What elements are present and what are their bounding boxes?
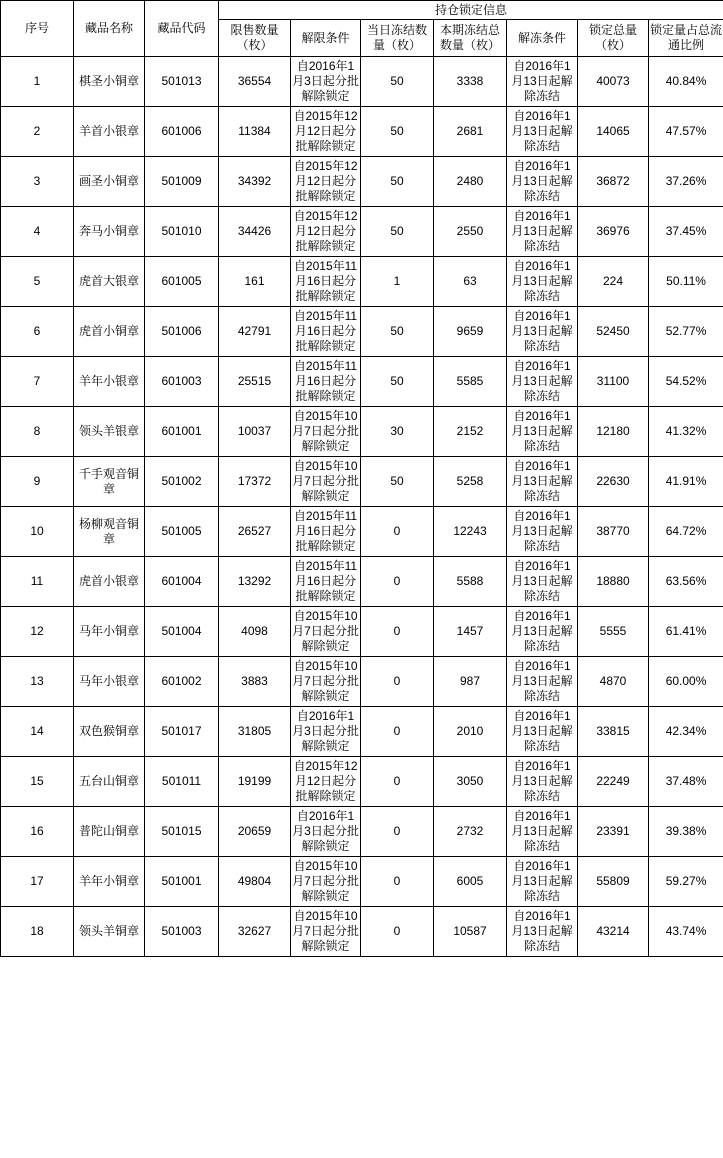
cell-unfreeze-condition: 自2016年1月13日起解除冻结 <box>507 557 578 607</box>
header-cell-limit-qty: 限售数量（枚） <box>219 20 291 57</box>
cell-index: 16 <box>1 807 74 857</box>
header-group-row <box>1 1 723 20</box>
cell-limit-qty: 13292 <box>219 557 291 607</box>
cell-unfreeze-condition: 自2016年1月13日起解除冻结 <box>507 807 578 857</box>
cell-index: 10 <box>1 507 74 557</box>
cell-unfreeze-condition: 自2016年1月13日起解除冻结 <box>507 607 578 657</box>
cell-name: 虎首小银章 <box>74 557 145 607</box>
cell-period-frozen-total: 2152 <box>434 407 507 457</box>
cell-code: 601003 <box>145 357 219 407</box>
cell-unlock-condition: 自2016年1月3日起分批解除锁定 <box>291 807 361 857</box>
cell-unfreeze-condition: 自2016年1月13日起解除冻结 <box>507 157 578 207</box>
table-row <box>1 207 723 257</box>
cell-name: 杨柳观音铜章 <box>74 507 145 557</box>
cell-period-frozen-total: 2732 <box>434 807 507 857</box>
cell-unlock-condition: 自2016年1月3日起分批解除锁定 <box>291 707 361 757</box>
cell-code: 501001 <box>145 857 219 907</box>
cell-unlock-condition: 自2015年12月12日起分批解除锁定 <box>291 157 361 207</box>
cell-index: 2 <box>1 107 74 157</box>
cell-period-frozen-total: 987 <box>434 657 507 707</box>
cell-code: 501006 <box>145 307 219 357</box>
cell-code: 601005 <box>145 257 219 307</box>
cell-unfreeze-condition: 自2016年1月13日起解除冻结 <box>507 757 578 807</box>
table-row <box>1 57 723 107</box>
cell-lock-ratio: 50.11% <box>649 257 723 307</box>
cell-code: 501017 <box>145 707 219 757</box>
cell-unfreeze-condition: 自2016年1月13日起解除冻结 <box>507 307 578 357</box>
cell-lock-ratio: 52.77% <box>649 307 723 357</box>
cell-lock-total: 4870 <box>578 657 649 707</box>
cell-limit-qty: 34392 <box>219 157 291 207</box>
cell-name: 五台山铜章 <box>74 757 145 807</box>
cell-lock-ratio: 42.34% <box>649 707 723 757</box>
cell-name: 马年小银章 <box>74 657 145 707</box>
header-cell-daily-frozen-qty: 当日冻结数量（枚） <box>361 20 434 57</box>
cell-lock-total: 36872 <box>578 157 649 207</box>
cell-code: 501003 <box>145 907 219 957</box>
cell-unlock-condition: 自2015年11月16日起分批解除锁定 <box>291 307 361 357</box>
cell-limit-qty: 4098 <box>219 607 291 657</box>
cell-period-frozen-total: 2010 <box>434 707 507 757</box>
cell-code: 501013 <box>145 57 219 107</box>
cell-daily-frozen-qty: 0 <box>361 907 434 957</box>
cell-index: 12 <box>1 607 74 657</box>
cell-unlock-condition: 自2015年11月16日起分批解除锁定 <box>291 357 361 407</box>
cell-lock-ratio: 39.38% <box>649 807 723 857</box>
cell-code: 501015 <box>145 807 219 857</box>
table-row <box>1 407 723 457</box>
cell-daily-frozen-qty: 0 <box>361 607 434 657</box>
cell-index: 11 <box>1 557 74 607</box>
cell-lock-ratio: 43.74% <box>649 907 723 957</box>
cell-unlock-condition: 自2015年11月16日起分批解除锁定 <box>291 557 361 607</box>
table-row <box>1 907 723 957</box>
cell-daily-frozen-qty: 0 <box>361 807 434 857</box>
cell-limit-qty: 49804 <box>219 857 291 907</box>
cell-index: 5 <box>1 257 74 307</box>
cell-lock-total: 22630 <box>578 457 649 507</box>
cell-unlock-condition: 自2015年10月7日起分批解除锁定 <box>291 407 361 457</box>
cell-name: 羊年小铜章 <box>74 857 145 907</box>
header-cell-unfreeze-condition: 解冻条件 <box>507 20 578 57</box>
cell-lock-total: 36976 <box>578 207 649 257</box>
cell-unfreeze-condition: 自2016年1月13日起解除冻结 <box>507 707 578 757</box>
table-row <box>1 757 723 807</box>
cell-name: 马年小铜章 <box>74 607 145 657</box>
cell-lock-ratio: 41.32% <box>649 407 723 457</box>
cell-name: 棋圣小铜章 <box>74 57 145 107</box>
cell-index: 15 <box>1 757 74 807</box>
cell-lock-total: 224 <box>578 257 649 307</box>
cell-daily-frozen-qty: 0 <box>361 657 434 707</box>
cell-code: 501002 <box>145 457 219 507</box>
cell-lock-total: 22249 <box>578 757 649 807</box>
cell-name: 领头羊银章 <box>74 407 145 457</box>
cell-index: 17 <box>1 857 74 907</box>
cell-name: 羊首小银章 <box>74 107 145 157</box>
cell-name: 千手观音铜章 <box>74 457 145 507</box>
cell-period-frozen-total: 5585 <box>434 357 507 407</box>
cell-lock-ratio: 40.84% <box>649 57 723 107</box>
cell-unfreeze-condition: 自2016年1月13日起解除冻结 <box>507 457 578 507</box>
cell-lock-ratio: 37.45% <box>649 207 723 257</box>
cell-lock-total: 55809 <box>578 857 649 907</box>
cell-code: 501009 <box>145 157 219 207</box>
cell-limit-qty: 20659 <box>219 807 291 857</box>
table-row <box>1 457 723 507</box>
cell-index: 9 <box>1 457 74 507</box>
cell-limit-qty: 161 <box>219 257 291 307</box>
cell-unlock-condition: 自2015年11月16日起分批解除锁定 <box>291 257 361 307</box>
cell-daily-frozen-qty: 50 <box>361 357 434 407</box>
cell-daily-frozen-qty: 50 <box>361 107 434 157</box>
cell-lock-ratio: 37.48% <box>649 757 723 807</box>
header-cell-period-frozen-total: 本期冻结总数量（枚） <box>434 20 507 57</box>
cell-unfreeze-condition: 自2016年1月13日起解除冻结 <box>507 407 578 457</box>
cell-lock-total: 12180 <box>578 407 649 457</box>
table-row <box>1 357 723 407</box>
cell-period-frozen-total: 6005 <box>434 857 507 907</box>
cell-lock-total: 14065 <box>578 107 649 157</box>
table-row <box>1 307 723 357</box>
cell-unfreeze-condition: 自2016年1月13日起解除冻结 <box>507 257 578 307</box>
cell-unfreeze-condition: 自2016年1月13日起解除冻结 <box>507 657 578 707</box>
cell-index: 14 <box>1 707 74 757</box>
cell-name: 奔马小铜章 <box>74 207 145 257</box>
cell-lock-total: 38770 <box>578 507 649 557</box>
cell-code: 501004 <box>145 607 219 657</box>
cell-period-frozen-total: 63 <box>434 257 507 307</box>
cell-name: 虎首大银章 <box>74 257 145 307</box>
header-cell-code: 藏品代码 <box>145 1 219 57</box>
cell-unlock-condition: 自2015年10月7日起分批解除锁定 <box>291 907 361 957</box>
cell-index: 13 <box>1 657 74 707</box>
cell-limit-qty: 11384 <box>219 107 291 157</box>
cell-unfreeze-condition: 自2016年1月13日起解除冻结 <box>507 857 578 907</box>
cell-unlock-condition: 自2016年1月3日起分批解除锁定 <box>291 57 361 107</box>
cell-lock-total: 33815 <box>578 707 649 757</box>
cell-daily-frozen-qty: 1 <box>361 257 434 307</box>
cell-index: 18 <box>1 907 74 957</box>
cell-period-frozen-total: 5588 <box>434 557 507 607</box>
cell-lock-ratio: 59.27% <box>649 857 723 907</box>
table-row <box>1 807 723 857</box>
cell-unfreeze-condition: 自2016年1月13日起解除冻结 <box>507 907 578 957</box>
cell-lock-total: 18880 <box>578 557 649 607</box>
cell-limit-qty: 3883 <box>219 657 291 707</box>
cell-lock-total: 31100 <box>578 357 649 407</box>
cell-limit-qty: 26527 <box>219 507 291 557</box>
cell-unfreeze-condition: 自2016年1月13日起解除冻结 <box>507 507 578 557</box>
header-cell-lock-ratio: 锁定量占总流通比例 <box>649 20 723 57</box>
cell-period-frozen-total: 12243 <box>434 507 507 557</box>
cell-name: 羊年小银章 <box>74 357 145 407</box>
cell-unfreeze-condition: 自2016年1月13日起解除冻结 <box>507 357 578 407</box>
cell-lock-ratio: 37.26% <box>649 157 723 207</box>
cell-daily-frozen-qty: 0 <box>361 857 434 907</box>
table-row <box>1 607 723 657</box>
cell-unlock-condition: 自2015年10月7日起分批解除锁定 <box>291 457 361 507</box>
cell-unfreeze-condition: 自2016年1月13日起解除冻结 <box>507 207 578 257</box>
cell-index: 4 <box>1 207 74 257</box>
cell-daily-frozen-qty: 50 <box>361 57 434 107</box>
table-row <box>1 257 723 307</box>
header-cell-name: 藏品名称 <box>74 1 145 57</box>
cell-daily-frozen-qty: 0 <box>361 757 434 807</box>
cell-limit-qty: 10037 <box>219 407 291 457</box>
cell-limit-qty: 32627 <box>219 907 291 957</box>
table-row <box>1 507 723 557</box>
table-row <box>1 707 723 757</box>
cell-limit-qty: 34426 <box>219 207 291 257</box>
cell-limit-qty: 42791 <box>219 307 291 357</box>
cell-period-frozen-total: 3050 <box>434 757 507 807</box>
cell-period-frozen-total: 1457 <box>434 607 507 657</box>
cell-unlock-condition: 自2015年12月12日起分批解除锁定 <box>291 107 361 157</box>
cell-unlock-condition: 自2015年12月12日起分批解除锁定 <box>291 757 361 807</box>
cell-lock-total: 40073 <box>578 57 649 107</box>
cell-name: 虎首小铜章 <box>74 307 145 357</box>
cell-unfreeze-condition: 自2016年1月13日起解除冻结 <box>507 57 578 107</box>
cell-daily-frozen-qty: 30 <box>361 407 434 457</box>
cell-unlock-condition: 自2015年10月7日起分批解除锁定 <box>291 607 361 657</box>
cell-daily-frozen-qty: 50 <box>361 457 434 507</box>
table-header <box>1 1 723 57</box>
cell-lock-total: 52450 <box>578 307 649 357</box>
cell-name: 画圣小铜章 <box>74 157 145 207</box>
cell-index: 7 <box>1 357 74 407</box>
cell-period-frozen-total: 2550 <box>434 207 507 257</box>
cell-index: 1 <box>1 57 74 107</box>
cell-period-frozen-total: 3338 <box>434 57 507 107</box>
header-cell-index: 序号 <box>1 1 74 57</box>
cell-lock-total: 5555 <box>578 607 649 657</box>
cell-name: 领头羊铜章 <box>74 907 145 957</box>
table-row <box>1 657 723 707</box>
cell-code: 601002 <box>145 657 219 707</box>
header-cell-unlock-condition: 解限条件 <box>291 20 361 57</box>
cell-unlock-condition: 自2015年11月16日起分批解除锁定 <box>291 507 361 557</box>
cell-limit-qty: 31805 <box>219 707 291 757</box>
cell-limit-qty: 17372 <box>219 457 291 507</box>
table-row <box>1 857 723 907</box>
cell-lock-ratio: 61.41% <box>649 607 723 657</box>
table-body <box>1 57 723 957</box>
cell-period-frozen-total: 10587 <box>434 907 507 957</box>
cell-lock-total: 43214 <box>578 907 649 957</box>
header-cell-lock-total: 锁定总量（枚） <box>578 20 649 57</box>
cell-daily-frozen-qty: 50 <box>361 157 434 207</box>
cell-code: 601001 <box>145 407 219 457</box>
cell-daily-frozen-qty: 0 <box>361 557 434 607</box>
header-cell-group-title: 持仓锁定信息 <box>219 1 723 20</box>
cell-index: 8 <box>1 407 74 457</box>
cell-code: 501005 <box>145 507 219 557</box>
cell-code: 501010 <box>145 207 219 257</box>
table-row <box>1 157 723 207</box>
cell-period-frozen-total: 5258 <box>434 457 507 507</box>
cell-code: 501011 <box>145 757 219 807</box>
cell-period-frozen-total: 2480 <box>434 157 507 207</box>
cell-lock-ratio: 47.57% <box>649 107 723 157</box>
cell-unlock-condition: 自2015年12月12日起分批解除锁定 <box>291 207 361 257</box>
cell-index: 6 <box>1 307 74 357</box>
cell-name: 普陀山铜章 <box>74 807 145 857</box>
cell-index: 3 <box>1 157 74 207</box>
table-row <box>1 557 723 607</box>
cell-daily-frozen-qty: 50 <box>361 307 434 357</box>
cell-name: 双色猴铜章 <box>74 707 145 757</box>
table-row <box>1 107 723 157</box>
cell-lock-ratio: 60.00% <box>649 657 723 707</box>
cell-unlock-condition: 自2015年10月7日起分批解除锁定 <box>291 657 361 707</box>
cell-code: 601006 <box>145 107 219 157</box>
cell-code: 601004 <box>145 557 219 607</box>
cell-limit-qty: 36554 <box>219 57 291 107</box>
cell-daily-frozen-qty: 0 <box>361 507 434 557</box>
cell-limit-qty: 25515 <box>219 357 291 407</box>
cell-limit-qty: 19199 <box>219 757 291 807</box>
cell-period-frozen-total: 9659 <box>434 307 507 357</box>
cell-lock-ratio: 63.56% <box>649 557 723 607</box>
cell-daily-frozen-qty: 0 <box>361 707 434 757</box>
cell-daily-frozen-qty: 50 <box>361 207 434 257</box>
cell-unlock-condition: 自2015年10月7日起分批解除锁定 <box>291 857 361 907</box>
cell-period-frozen-total: 2681 <box>434 107 507 157</box>
cell-lock-ratio: 41.91% <box>649 457 723 507</box>
cell-lock-total: 23391 <box>578 807 649 857</box>
cell-lock-ratio: 54.52% <box>649 357 723 407</box>
cell-lock-ratio: 64.72% <box>649 507 723 557</box>
cell-unfreeze-condition: 自2016年1月13日起解除冻结 <box>507 107 578 157</box>
